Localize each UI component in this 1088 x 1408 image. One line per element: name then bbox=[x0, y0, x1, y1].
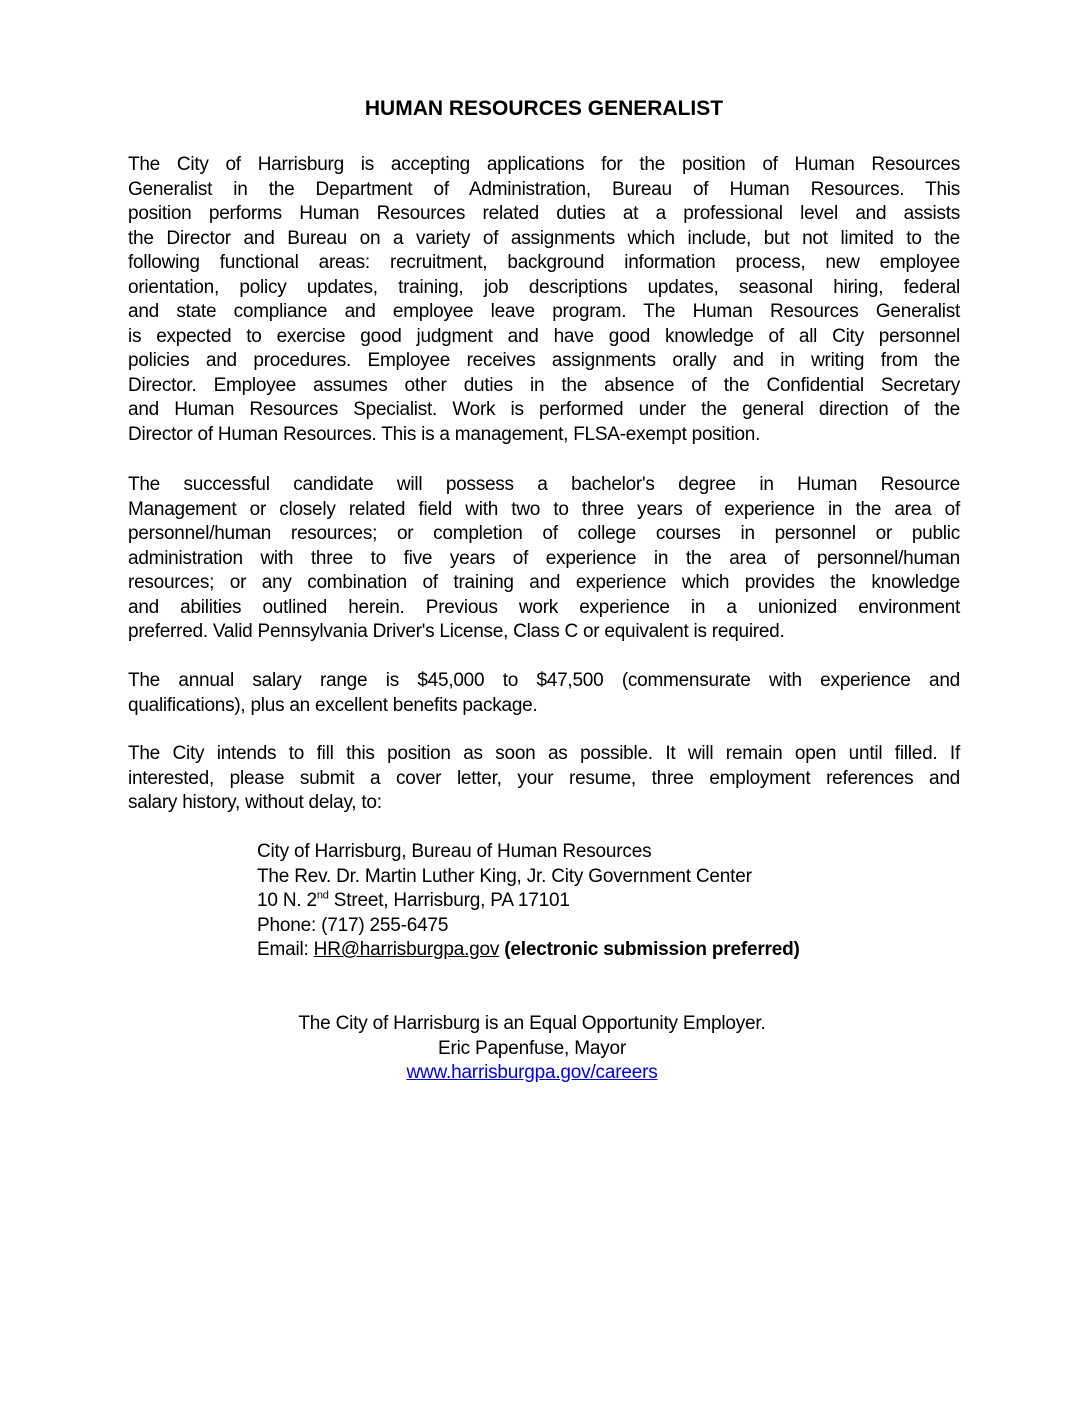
street-number: 10 N. 2 bbox=[257, 890, 317, 911]
street-city: Street, Harrisburg, PA 17101 bbox=[328, 890, 570, 911]
text-line: following functional areas: recruitment, background information process, new employee bbox=[128, 252, 960, 273]
address-phone: Phone: (717) 255-6475 bbox=[257, 914, 449, 936]
careers-website-link[interactable]: www.harrisburgpa.gov/careers bbox=[406, 1062, 658, 1083]
text-line: is expected to exercise good judgment and have good knowledge of all City personnel bbox=[128, 325, 960, 347]
address-line-street bbox=[257, 889, 800, 914]
text-line: and abilities outlined herein. Previous work experience in a unionized environment bbox=[128, 596, 960, 618]
text-line: Generalist in the Department of Administration, Bureau of Human Resources. This bbox=[128, 178, 960, 200]
mailing-address bbox=[257, 840, 800, 963]
footer bbox=[0, 1012, 1064, 1086]
equal-opportunity-statement: The City of Harrisburg is an Equal Opportunity Employer. bbox=[298, 1013, 766, 1034]
text-line: The City intends to fill this position as soon as possible. It will remain open until filled. If bbox=[128, 743, 960, 764]
text-line: and state compliance and employee leave program. The Human Resources Generalist bbox=[128, 301, 960, 322]
text-line: the Director and Bureau on a variety of assignments which include, but not limited to the bbox=[128, 227, 960, 249]
text-line: The successful candidate will possess a bachelor's degree in Human Resource bbox=[128, 474, 960, 495]
paragraph-salary bbox=[128, 669, 960, 718]
text-line: preferred. Valid Pennsylvania Driver's License, Class C or equivalent is required. bbox=[128, 621, 785, 642]
text-line: position performs Human Resources related duties at a professional level and assists bbox=[128, 203, 960, 224]
paragraph-position-description bbox=[128, 153, 960, 447]
text-line: resources; or any combination of training and experience which provides the knowledge bbox=[128, 572, 960, 593]
email-note: (electronic submission preferred) bbox=[499, 939, 800, 960]
text-line: Management or closely related field with two to three years of experience in the area of bbox=[128, 498, 960, 520]
paragraph-application-instructions bbox=[128, 742, 960, 816]
text-line: interested, please submit a cover letter, your resume, three employment references and bbox=[128, 767, 960, 789]
text-line: Director of Human Resources. This is a management, FLSA-exempt position. bbox=[128, 423, 761, 445]
address-line-bureau: City of Harrisburg, Bureau of Human Resources bbox=[257, 841, 652, 862]
document-title: HUMAN RESOURCES GENERALIST bbox=[364, 97, 724, 120]
paragraph-qualifications bbox=[128, 473, 960, 645]
mayor-name: Eric Papenfuse, Mayor bbox=[438, 1037, 626, 1059]
text-line: personnel/human resources; or completion of college courses in personnel or public bbox=[128, 523, 960, 544]
text-line: administration with three to five years of experience in the area of personnel/human bbox=[128, 547, 960, 569]
email-link[interactable]: HR@harrisburgpa.gov bbox=[313, 939, 500, 960]
text-line: and Human Resources Specialist. Work is performed under the general direction of the bbox=[128, 399, 960, 420]
text-line: Director. Employee assumes other duties in the absence of the Confidential Secretary bbox=[128, 374, 960, 396]
text-line: The City of Harrisburg is accepting applications for the position of Human Resources bbox=[128, 154, 960, 175]
text-line: qualifications), plus an excellent benefits package. bbox=[128, 694, 538, 716]
text-line: The annual salary range is $45,000 to $47,500 (commensurate with experience and bbox=[128, 670, 960, 691]
text-line: policies and procedures. Employee receives assignments orally and in writing from the bbox=[128, 350, 960, 371]
text-line: salary history, without delay, to: bbox=[128, 792, 382, 813]
ordinal-suffix: nd bbox=[316, 889, 329, 902]
email-label: Email: bbox=[257, 939, 314, 960]
text-line: orientation, policy updates, training, job descriptions updates, seasonal hiring, federal bbox=[128, 276, 960, 298]
address-line-center: The Rev. Dr. Martin Luther King, Jr. City Government Center bbox=[257, 865, 752, 887]
address-email bbox=[257, 938, 800, 963]
